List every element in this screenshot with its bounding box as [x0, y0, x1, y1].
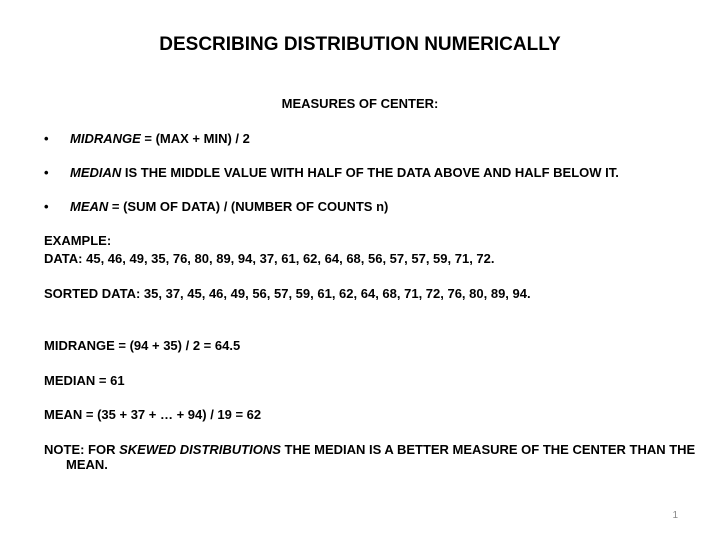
bullet-text: IS THE MIDDLE VALUE WITH HALF OF THE DATA ABOVE AND HALF BELOW IT. [121, 165, 619, 180]
bullet-median [44, 165, 619, 180]
bullet-symbol: • [44, 131, 49, 146]
note-suffix: THE MEDIAN IS A BETTER MEASURE OF THE CENTER THAN THE MEAN. [66, 442, 696, 472]
bullet-symbol: • [44, 165, 49, 180]
bullet-term: MEDIAN [70, 165, 122, 180]
bullet-term: MIDRANGE [70, 131, 141, 146]
bullet-symbol: • [44, 199, 49, 214]
slide-title: DESCRIBING DISTRIBUTION NUMERICALLY [159, 34, 561, 55]
bullet-midrange [44, 131, 250, 146]
bullet-mean [44, 199, 388, 214]
bullet-term: MEAN [70, 199, 109, 214]
midrange-result: MIDRANGE = (94 + 35) / 2 = 64.5 [44, 338, 241, 353]
bullet-text: = (SUM OF DATA) / (NUMBER OF COUNTS n) [108, 199, 389, 214]
measures-subtitle: MEASURES OF CENTER: [281, 96, 439, 111]
page-number: 1 [672, 510, 678, 521]
bullet-text: = (MAX + MIN) / 2 [140, 131, 250, 146]
note-prefix: NOTE: FOR [44, 442, 120, 457]
data-line: DATA: 45, 46, 49, 35, 76, 80, 89, 94, 37, 61, 62, 64, 68, 56, 57, 57, 59, 71, 72. [44, 251, 495, 266]
mean-result: MEAN = (35 + 37 + … + 94) / 19 = 62 [44, 407, 262, 422]
sorted-data-line: SORTED DATA: 35, 37, 45, 46, 49, 56, 57, 59, 61, 62, 64, 68, 71, 72, 76, 80, 89, 94. [44, 286, 531, 301]
median-result: MEDIAN = 61 [44, 373, 125, 388]
note-emphasis: SKEWED DISTRIBUTIONS [119, 442, 281, 457]
example-label: EXAMPLE: [44, 233, 112, 248]
note-text [44, 442, 706, 472]
